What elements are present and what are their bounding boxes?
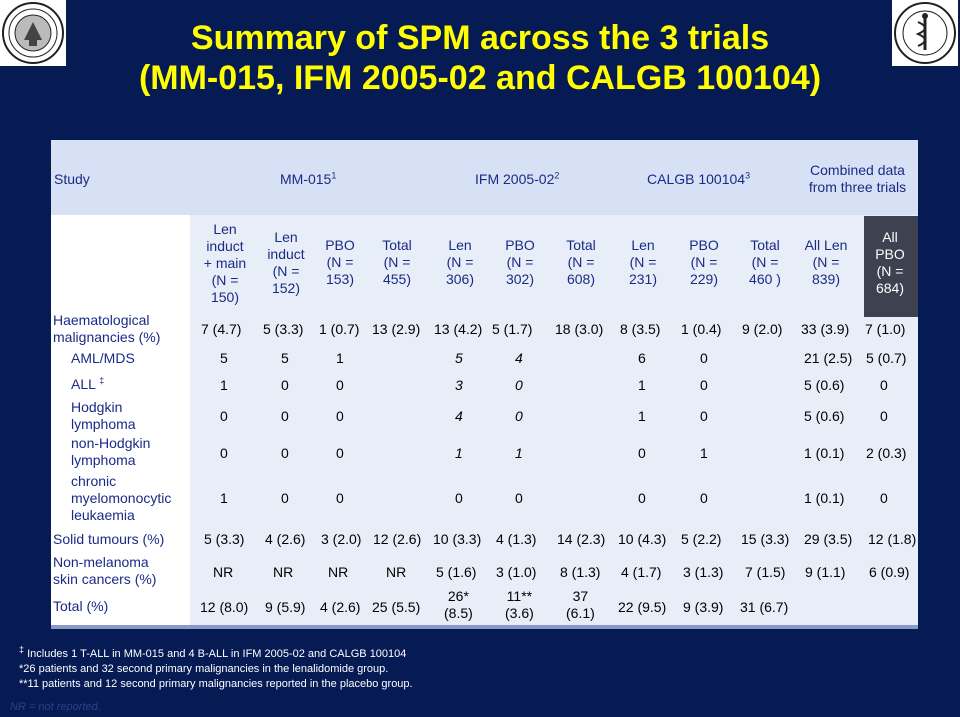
cell-value: 0: [336, 377, 344, 393]
cell-value: 0: [336, 490, 344, 506]
cell-value: 1: [515, 445, 523, 461]
cell-value: 0: [281, 377, 289, 393]
cell-value: 10 (3.3): [433, 531, 482, 547]
cell-value: 3 (2.0): [321, 531, 362, 547]
row-label-line: Haematological: [53, 312, 150, 328]
subheader-line: (N =: [629, 254, 657, 270]
cell-value: 5 (2.2): [681, 531, 722, 547]
slide-title-line-2: (MM-015, IFM 2005-02 and CALGB 100104): [138, 59, 822, 97]
cell-value: 14 (2.3): [557, 531, 606, 547]
cell-value: 13 (2.9): [372, 321, 421, 337]
cell-value: 1 (0.1): [804, 490, 845, 506]
cell-value: 1: [220, 377, 228, 393]
table-bottom-edge: [51, 625, 918, 629]
cell-value: 5 (0.6): [804, 377, 845, 393]
row-label-solid-tumours: Solid tumours (%): [53, 531, 165, 547]
subheader-line: 684): [875, 280, 905, 296]
row-label-line: chronic: [71, 473, 117, 489]
cell-value: 7 (1.0): [865, 321, 906, 337]
subheader-mm015-total: [367, 237, 427, 288]
subheader-line: All: [882, 229, 898, 245]
row-label-line: Non-melanoma: [53, 554, 149, 570]
subheader-line: induct: [206, 238, 244, 254]
subheader-line: PBO: [505, 237, 535, 253]
cell-value: 5 (0.6): [804, 408, 845, 424]
cell-value: 1: [336, 350, 344, 366]
subheader-line: 302): [505, 271, 535, 287]
subheader-line: (N =: [326, 254, 354, 270]
cell-value: 0: [515, 490, 523, 506]
row-label-all: [71, 376, 104, 393]
header-ifm-label: IFM 2005-02: [475, 171, 555, 187]
header-combined-line-1: Combined data: [810, 162, 905, 178]
cell-value: 0: [281, 408, 289, 424]
subheader-line: (N =: [383, 254, 411, 270]
cell-value-ifm-len: [444, 588, 473, 622]
cell-value: 0: [336, 445, 344, 461]
cell-value: 0: [336, 408, 344, 424]
subheader-line: + main: [203, 255, 247, 271]
cell-value: NR: [386, 564, 407, 580]
subheader-calgb-total: [735, 237, 795, 288]
row-label-all-text: ALL: [71, 376, 96, 392]
cell-value: 7 (1.5): [745, 564, 786, 580]
subheader-line: Total: [566, 237, 596, 253]
cell-value: 0: [700, 350, 708, 366]
subheader-line: PBO: [325, 237, 355, 253]
subheader-calgb-len: [613, 237, 673, 288]
cell-value: 8 (1.3): [560, 564, 601, 580]
cell-value: 10 (4.3): [618, 531, 667, 547]
subheader-mm015-len-induct: [254, 229, 318, 297]
cell-value: NR: [213, 564, 234, 580]
cell-value: 6 (0.9): [869, 564, 910, 580]
cell-value: 0: [220, 445, 228, 461]
row-label-cml: [71, 473, 171, 524]
cell-value: 0: [515, 408, 523, 424]
cell-value: 5 (3.3): [204, 531, 245, 547]
subheader-line: Len: [213, 221, 237, 237]
header-calgb-label: CALGB 100104: [647, 171, 746, 187]
row-label-total: Total (%): [53, 598, 109, 614]
cell-value: 29 (3.5): [804, 531, 853, 547]
cell-value: 0: [455, 490, 463, 506]
row-label-line: non-Hodgkin: [71, 435, 151, 451]
subheader-line: (N =: [567, 254, 595, 270]
cell-value: NR: [328, 564, 349, 580]
cell-value: 1: [638, 377, 646, 393]
cell-value: 9 (3.9): [683, 599, 724, 615]
subheader-mm015-pbo: [312, 237, 368, 288]
cell-value: 3: [455, 377, 463, 393]
cell-value: 1: [220, 490, 228, 506]
cell-value: 4 (1.7): [621, 564, 662, 580]
subheader-line: (N =: [272, 263, 300, 279]
cell-value: 15 (3.3): [741, 531, 790, 547]
subheader-line: 460 ): [749, 271, 781, 287]
cell-value: 9 (1.1): [805, 564, 846, 580]
cell-line: 37: [572, 588, 589, 604]
cell-line: (8.5): [444, 605, 473, 621]
subheader-calgb-pbo: [674, 237, 734, 288]
row-label-non-melanoma: [53, 554, 156, 588]
cell-value: 13 (4.2): [434, 321, 483, 337]
cell-value: 4 (2.6): [265, 531, 306, 547]
abbreviation-note: NR = not reported.: [10, 701, 101, 713]
subheader-line: (N =: [211, 272, 239, 288]
footnote-all-breakdown: [19, 644, 407, 661]
cell-line: (3.6): [505, 605, 534, 621]
cell-value: 5: [281, 350, 289, 366]
cell-value: 0: [515, 377, 523, 393]
row-label-hodgkin: [71, 399, 136, 433]
header-study: Study: [54, 171, 90, 187]
cell-value: 4: [455, 408, 463, 424]
cell-value: 0: [638, 490, 646, 506]
cell-value: 5: [220, 350, 228, 366]
cell-value: 12 (1.8): [868, 531, 917, 547]
subheader-line: Total: [382, 237, 412, 253]
subheader-line: Len: [631, 237, 655, 253]
cell-value: 12 (2.6): [373, 531, 422, 547]
cell-value: 1 (0.1): [804, 445, 845, 461]
subheader-combined-all-len: [795, 237, 857, 288]
cell-value: 9 (2.0): [742, 321, 783, 337]
subheader-line: 608): [566, 271, 596, 287]
row-label-aml-mds: AML/MDS: [71, 350, 135, 366]
cell-value: 21 (2.5): [804, 350, 853, 366]
cell-value: 9 (5.9): [265, 599, 306, 615]
footnote-placebo: **11 patients and 12 second primary malignancies reported in the placebo group.: [19, 678, 413, 690]
header-combined: [790, 162, 925, 196]
cell-value: 0: [880, 490, 888, 506]
header-mm015-label: MM-015: [280, 171, 332, 187]
row-label-line: malignancies (%): [53, 329, 161, 345]
subheader-line: 152): [271, 280, 301, 296]
header-ifm: [475, 171, 559, 188]
header-calgb: [647, 171, 750, 188]
cell-value: 1: [455, 445, 463, 461]
subheader-line: 231): [628, 271, 658, 287]
cell-value: 4: [515, 350, 523, 366]
footnote-text: Includes 1 T-ALL in MM-015 and 4 B-ALL in IFM 2005-02 and CALGB 100104: [27, 648, 407, 660]
subheader-line: 839): [811, 271, 841, 287]
subheader-line: Len: [448, 237, 472, 253]
subheader-line: (N =: [876, 263, 904, 279]
row-label-line: myelomonocytic: [71, 490, 172, 506]
row-label-line: skin cancers (%): [53, 571, 157, 587]
subheader-ifm-pbo: [490, 237, 550, 288]
cell-value: 8 (3.5): [620, 321, 661, 337]
header-mm015: [280, 171, 336, 188]
subheader-line: (N =: [812, 254, 840, 270]
cell-value: 1 (0.4): [681, 321, 722, 337]
subheader-line: (N =: [446, 254, 474, 270]
cell-line: (6.1): [566, 605, 595, 621]
subheader-ifm-len: [430, 237, 490, 288]
cell-value: 0: [700, 377, 708, 393]
cell-value: 0: [700, 490, 708, 506]
cell-value: NR: [273, 564, 294, 580]
cell-value: 5 (1.7): [492, 321, 533, 337]
subheader-line: 306): [445, 271, 475, 287]
cell-value: 1 (0.7): [319, 321, 360, 337]
row-label-non-hodgkin: [71, 435, 150, 469]
cell-value: 1: [638, 408, 646, 424]
subheader-line: 229): [689, 271, 719, 287]
subheader-line: induct: [267, 246, 305, 262]
cell-value: 18 (3.0): [555, 321, 604, 337]
row-label-haematological: [53, 312, 160, 346]
cell-value: 22 (9.5): [618, 599, 667, 615]
cell-value: 1: [700, 445, 708, 461]
subheader-line: (N =: [751, 254, 779, 270]
subheader-ifm-total: [551, 237, 611, 288]
cell-value: 0: [281, 490, 289, 506]
subheader-line: (N =: [690, 254, 718, 270]
subheader-line: 150): [210, 289, 240, 305]
slide-title-line-1: Summary of SPM across the 3 trials: [190, 19, 770, 57]
cell-value: 3 (1.3): [683, 564, 724, 580]
cell-value: 5 (1.6): [436, 564, 477, 580]
subheader-line: PBO: [875, 246, 905, 262]
header-mm015-ref: 1: [331, 170, 337, 181]
subheader-line: (N =: [506, 254, 534, 270]
cell-value: 0: [880, 408, 888, 424]
cell-value: 0: [638, 445, 646, 461]
cell-value: 6: [638, 350, 646, 366]
cell-value: 7 (4.7): [201, 321, 242, 337]
footnote-mark: ‡: [19, 644, 25, 655]
header-ifm-ref: 2: [554, 170, 560, 181]
header-combined-line-2: from three trials: [808, 179, 907, 195]
cell-value: 0: [281, 445, 289, 461]
cell-value: 5 (3.3): [263, 321, 304, 337]
cell-line: 11**: [506, 588, 533, 604]
row-label-all-mark: ‡: [99, 375, 105, 386]
cell-value: 5: [455, 350, 463, 366]
cell-line: 26*: [447, 588, 469, 604]
row-label-line: lymphoma: [71, 416, 136, 432]
cell-value-ifm-total: [566, 588, 595, 622]
cell-value: 31 (6.7): [740, 599, 789, 615]
row-label-line: lymphoma: [71, 452, 136, 468]
row-label-line: leukaemia: [71, 507, 135, 523]
cell-value: 12 (8.0): [200, 599, 249, 615]
cell-value: 0: [700, 408, 708, 424]
subheader-combined-all-pbo: [860, 229, 920, 297]
cell-value: 2 (0.3): [866, 445, 907, 461]
cell-value: 3 (1.0): [496, 564, 537, 580]
footnote-lenalidomide: *26 patients and 32 second primary malignancies in the lenalidomide group.: [19, 663, 389, 675]
cell-value: 4 (2.6): [320, 599, 361, 615]
subheader-line: 153): [325, 271, 355, 287]
cell-value: 33 (3.9): [801, 321, 850, 337]
subheader-mm015-len-induct-main: [192, 221, 258, 306]
cell-value: 5 (0.7): [866, 350, 907, 366]
row-label-line: Hodgkin: [71, 399, 123, 415]
cell-value: 25 (5.5): [372, 599, 421, 615]
subheader-line: Total: [750, 237, 780, 253]
subheader-line: PBO: [689, 237, 719, 253]
subheader-line: Len: [274, 229, 298, 245]
subheader-line: 455): [382, 271, 412, 287]
cell-value: 0: [220, 408, 228, 424]
cell-value: 4 (1.3): [496, 531, 537, 547]
cell-value-ifm-pbo: [505, 588, 534, 622]
header-calgb-ref: 3: [745, 170, 751, 181]
subheader-line: All Len: [804, 237, 848, 253]
cell-value: 0: [880, 377, 888, 393]
